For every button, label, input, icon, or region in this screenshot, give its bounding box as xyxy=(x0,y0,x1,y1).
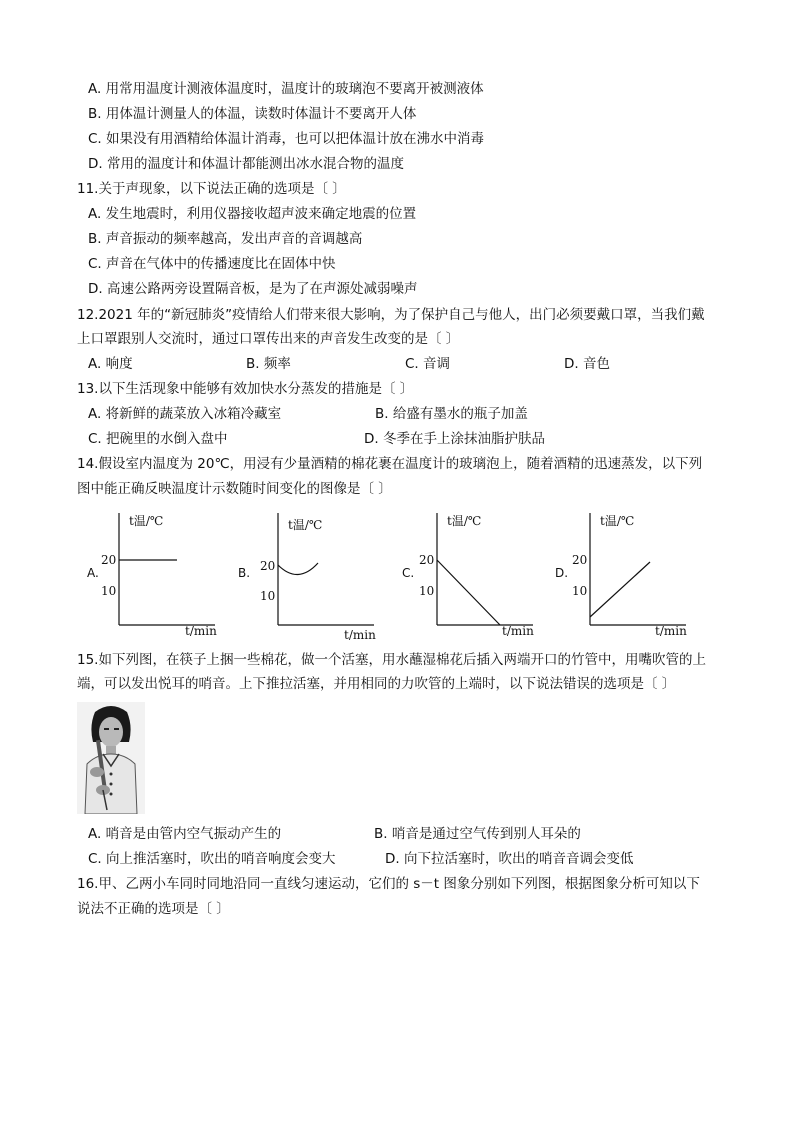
q15-option-d: D. 向下拉活塞时，吹出的哨音音调会变低 xyxy=(385,851,634,867)
graph-c-ylabel: t温/℃ xyxy=(447,514,482,528)
q12-option-d: D. 音色 xyxy=(564,356,610,372)
q14-stem-line1: 14.假设室内温度为 20℃，用浸有少量酒精的棉花裹在温度计的玻璃泡上，随着酒精的迅速蒸发，以下列 xyxy=(77,456,703,472)
graph-a-xlabel: t/min xyxy=(185,624,217,638)
graph-c-tick-20: 20 xyxy=(419,553,435,567)
q10-option-a: A. 用常用温度计测液体温度时，温度计的玻璃泡不要离开被测液体 xyxy=(88,81,484,97)
q15-option-c: C. 向上推活塞时，吹出的哨音响度会变大 xyxy=(88,851,336,867)
q10-option-d: D. 常用的温度计和体温计都能测出冰水混合物的温度 xyxy=(88,156,404,172)
q11-stem: 11.关于声现象，以下说法正确的选项是〔 〕 xyxy=(77,181,346,197)
q15-option-a: A. 哨音是由管内空气振动产生的 xyxy=(88,826,282,842)
graph-a-tick-10: 10 xyxy=(101,584,117,598)
graph-b-tick-20: 20 xyxy=(260,559,276,573)
graph-d-curve xyxy=(590,562,650,617)
q12-option-a: A. 响度 xyxy=(88,356,133,372)
q14-graph-b xyxy=(236,505,386,640)
q12-stem-line2: 上口罩跟别人交流时，通过口罩传出来的声音发生改变的是〔 〕 xyxy=(77,331,460,347)
graph-d-ylabel: t温/℃ xyxy=(600,514,635,528)
q13-option-b: B. 给盛有墨水的瓶子加盖 xyxy=(375,406,528,422)
graph-a-label: A. xyxy=(87,566,99,580)
graph-d-label: D. xyxy=(555,566,569,580)
graph-d-xlabel: t/min xyxy=(655,624,687,638)
graph-d-tick-20: 20 xyxy=(572,553,588,567)
graph-b-label: B. xyxy=(238,566,251,580)
q11-option-c: C. 声音在气体中的传播速度比在固体中快 xyxy=(88,256,336,272)
graph-b-tick-10: 10 xyxy=(260,589,276,603)
q15-stem-line2: 端，可以发出悦耳的哨音。上下推拉活塞，并用相同的力吹管的上端时，以下说法错误的选项是〔 〕 xyxy=(77,676,676,692)
graph-c-label: C. xyxy=(402,566,415,580)
q13-option-d: D. 冬季在手上涂抹油脂护肤品 xyxy=(364,431,545,447)
q15-option-b: B. 哨音是通过空气传到别人耳朵的 xyxy=(374,826,581,842)
q13-option-a: A. 将新鲜的蔬菜放入冰箱冷藏室 xyxy=(88,406,282,422)
q14-graph-d xyxy=(553,505,703,640)
graph-b-curve xyxy=(278,563,318,575)
q14-graph-a xyxy=(85,505,235,640)
q11-option-d: D. 高速公路两旁设置隔音板，是为了在声源处减弱噪声 xyxy=(88,281,418,297)
graph-c-xlabel: t/min xyxy=(502,624,534,638)
graph-a-tick-20: 20 xyxy=(101,553,117,567)
q16-stem-line1: 16.甲、乙两小车同时同地沿同一直线匀速运动，它们的 s－t 图象分别如下列图，根据图象分析可知以下 xyxy=(77,876,700,892)
q13-option-c: C. 把碗里的水倒入盘中 xyxy=(88,431,228,447)
q12-stem-line1: 12.2021 年的“新冠肺炎”疫情给人们带来很大影响，为了保护自己与他人，出门必须要戴口罩，当我们戴 xyxy=(77,307,705,323)
q14-stem-line2: 图中能正确反映温度计示数随时间变化的图像是〔 〕 xyxy=(77,481,392,497)
q12-option-b: B. 频率 xyxy=(246,356,291,372)
q10-option-b: B. 用体温计测量人的体温，读数时体温计不要离开人体 xyxy=(88,106,417,122)
graph-c-tick-10: 10 xyxy=(419,584,435,598)
q11-option-a: A. 发生地震时，利用仪器接收超声波来确定地震的位置 xyxy=(88,206,417,222)
q11-option-b: B. 声音振动的频率越高，发出声音的音调越高 xyxy=(88,231,363,247)
q13-stem: 13.以下生活现象中能够有效加快水分蒸发的措施是〔 〕 xyxy=(77,381,414,397)
graph-b-xlabel: t/min xyxy=(344,628,376,642)
q15-stem-line1: 15.如下列图，在筷子上捆一些棉花，做一个活塞，用水蘸湿棉花后插入两端开口的竹管中，用嘴吹管的上 xyxy=(77,652,706,668)
q10-option-c: C. 如果没有用酒精给体温计消毒，也可以把体温计放在沸水中消毒 xyxy=(88,131,485,147)
q14-graph-c xyxy=(400,505,550,640)
graph-d-tick-10: 10 xyxy=(572,584,588,598)
girl-whistle-photo xyxy=(77,702,145,814)
graph-a-ylabel: t温/℃ xyxy=(129,514,164,528)
q12-option-c: C. 音调 xyxy=(405,356,451,372)
graph-c-curve xyxy=(437,560,500,625)
graph-b-ylabel: t温/℃ xyxy=(288,518,323,532)
q16-stem-line2: 说法不正确的选项是〔 〕 xyxy=(77,901,230,917)
